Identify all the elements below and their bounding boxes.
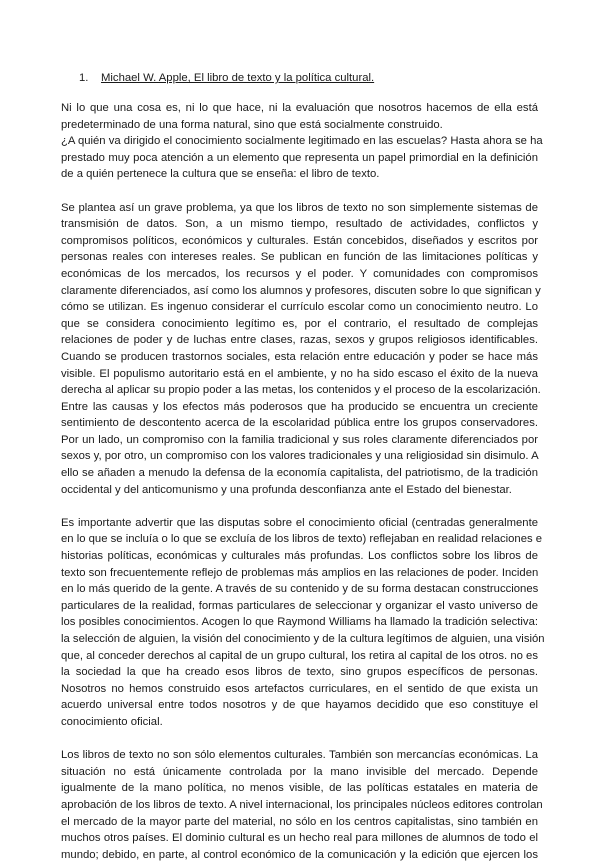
text-line: igualmente de la mano política, no menos visible, de las políticas estatales en materia de [61, 782, 538, 795]
text-line: en lo más querido de la gente. A través de su contenido y de su forma destacan construcciones [61, 583, 539, 596]
text-line: acuerdo universal entre todos nosotros y de que hayamos decidido que eso constituye el [61, 699, 538, 712]
paragraph [61, 100, 543, 183]
text-line: Nosotros no hemos construido esos artefactos curriculares, en el sentido de que exista un [61, 682, 538, 695]
text-line: Es importante advertir que las disputas sobre el conocimiento oficial (centradas generalmente [61, 516, 538, 529]
text-line: la selección de alguien, la visión del conocimiento y de la cultura legítimos de alguien, una visión [61, 633, 545, 645]
text-line: Cuando se producen trastornos sociales, esta relación entre educación y poder se hace más [61, 350, 538, 363]
text-line: de a quién pertenece la cultura que se enseña: el libro de texto. [61, 168, 380, 181]
heading-title: Michael W. Apple, El libro de texto y la política cultural. [101, 72, 375, 84]
text-line: ello se añaden a menudo la defensa de la economía capitalista, del patriotismo, de la tradición [61, 467, 538, 480]
text-line: mundo; debido, en parte, al control económico de la comunicación y la edición que ejercen los [61, 848, 538, 861]
text-line: en lo que se incluía o lo que se excluía de los libros de texto) reflejaban en realidad relaciones e [61, 533, 543, 546]
text-line: historias políticas, económicas y culturales más profundas. Los conflictos sobre los libros de [61, 550, 538, 563]
text-line: que se considera conocimiento legítimo es, por el contrario, el resultado de complejas [61, 317, 538, 330]
text-line: Entre las causas y los efectos más poderosos que ha producido se encuentra un creciente [61, 400, 538, 413]
text-line: cómo se utilizan. Es ingenuo considerar el currículo escolar como un conocimiento neutro. Lo [61, 301, 538, 314]
text-line: que, al conceder derechos al capital de un grupo cultural, los retira al capital de los otros. no es [61, 649, 538, 662]
text-line: transmisión de datos. Son, a un mismo tiempo, resultado de actividades, conflictos y [61, 218, 538, 231]
text-line: la sociedad la que ha creado esos libros de texto, sino grupos específicos de personas. [61, 666, 538, 679]
text-line: muchos otros países. El dominio cultural es un hecho real para millones de alumnos de todo el [61, 832, 538, 845]
text-line: occidental y del anticomunismo y una profunda desconfianza ante el Estado del bienestar. [61, 483, 512, 496]
paragraph [61, 200, 541, 499]
text-line: ¿A quién va dirigido el conocimiento socialmente legitimado en las escuelas? Hasta ahora se ha [61, 135, 543, 148]
text-line: particulares de la realidad, formas particulares de seleccionar y organizar el vasto universo de [61, 599, 538, 612]
text-line: Los libros de texto no son sólo elementos culturales. También son mercancías económicas. La [61, 749, 538, 762]
text-line: relaciones de poder y de luchas entre clases, razas, sexos y grupos religiosos identificables. [61, 334, 538, 347]
text-line: texto son frecuentemente reflejo de problemas más amplios en las relaciones de poder. Inciden [61, 566, 539, 579]
section-heading [79, 70, 538, 86]
text-line: personas reales con intereses reales. Se publican en función de las limitaciones políticas y [61, 251, 538, 264]
text-line: compromisos políticos, económicos y culturales. Están concebidos, diseñados y escritos por [61, 234, 538, 247]
text-line: predeterminado de una forma natural, sino que está socialmente construido. [61, 118, 443, 131]
text-line: sexos y, por otro, un compromiso con los valores tradicionales y una religiosidad sin disimulo. A [61, 450, 539, 463]
text-line: Ni lo que una cosa es, ni lo que hace, ni la evaluación que nosotros hacemos de ella está [61, 102, 538, 114]
text-line: Se plantea así un grave problema, ya que los libros de texto no son simplemente sistemas de [61, 201, 538, 214]
heading-number: 1. [79, 72, 89, 84]
text-line: situación no está únicamente controlada por la mano invisible del mercado. Depende [61, 765, 538, 778]
paragraph [61, 515, 545, 731]
text-line: aprobación de los libros de texto. A nivel internacional, los principales núcleos editores controlan [61, 798, 543, 811]
text-line: derecha al aplicar su propio poder a las metas, los contenidos y el proceso de la escolarización. [61, 384, 541, 397]
text-line: visible. El populismo autoritario está en el ambiente, y no ha sido escaso el éxito de la nueva [61, 367, 538, 380]
text-line: el mercado de la mayor parte del material, no sólo en los centros capitalistas, sino también en [61, 815, 538, 828]
text-line: conocimiento oficial. [61, 715, 163, 728]
paragraph [61, 747, 543, 863]
text-line: sentimiento de descontento acerca de la escolaridad pública entre los grupos conservadores. [61, 417, 538, 430]
body-text [61, 100, 545, 863]
text-line: Por un lado, un compromiso con la familia tradicional y sus roles claramente diferenciados por [61, 433, 538, 446]
text-line: económicas de los mercados, los recursos y el poder. Y comunidades con compromisos [61, 267, 538, 280]
text-line: los posibles conocimientos. Acogen lo que Raymond Williams ha llamado la tradición selectiva: [61, 616, 538, 629]
text-line: claramente diferenciados, así como los alumnos y profesores, discuten sobre lo que significan y [61, 284, 541, 297]
text-line: prestado muy poca atención a un elemento que representa un papel primordial en la definición [61, 151, 538, 164]
